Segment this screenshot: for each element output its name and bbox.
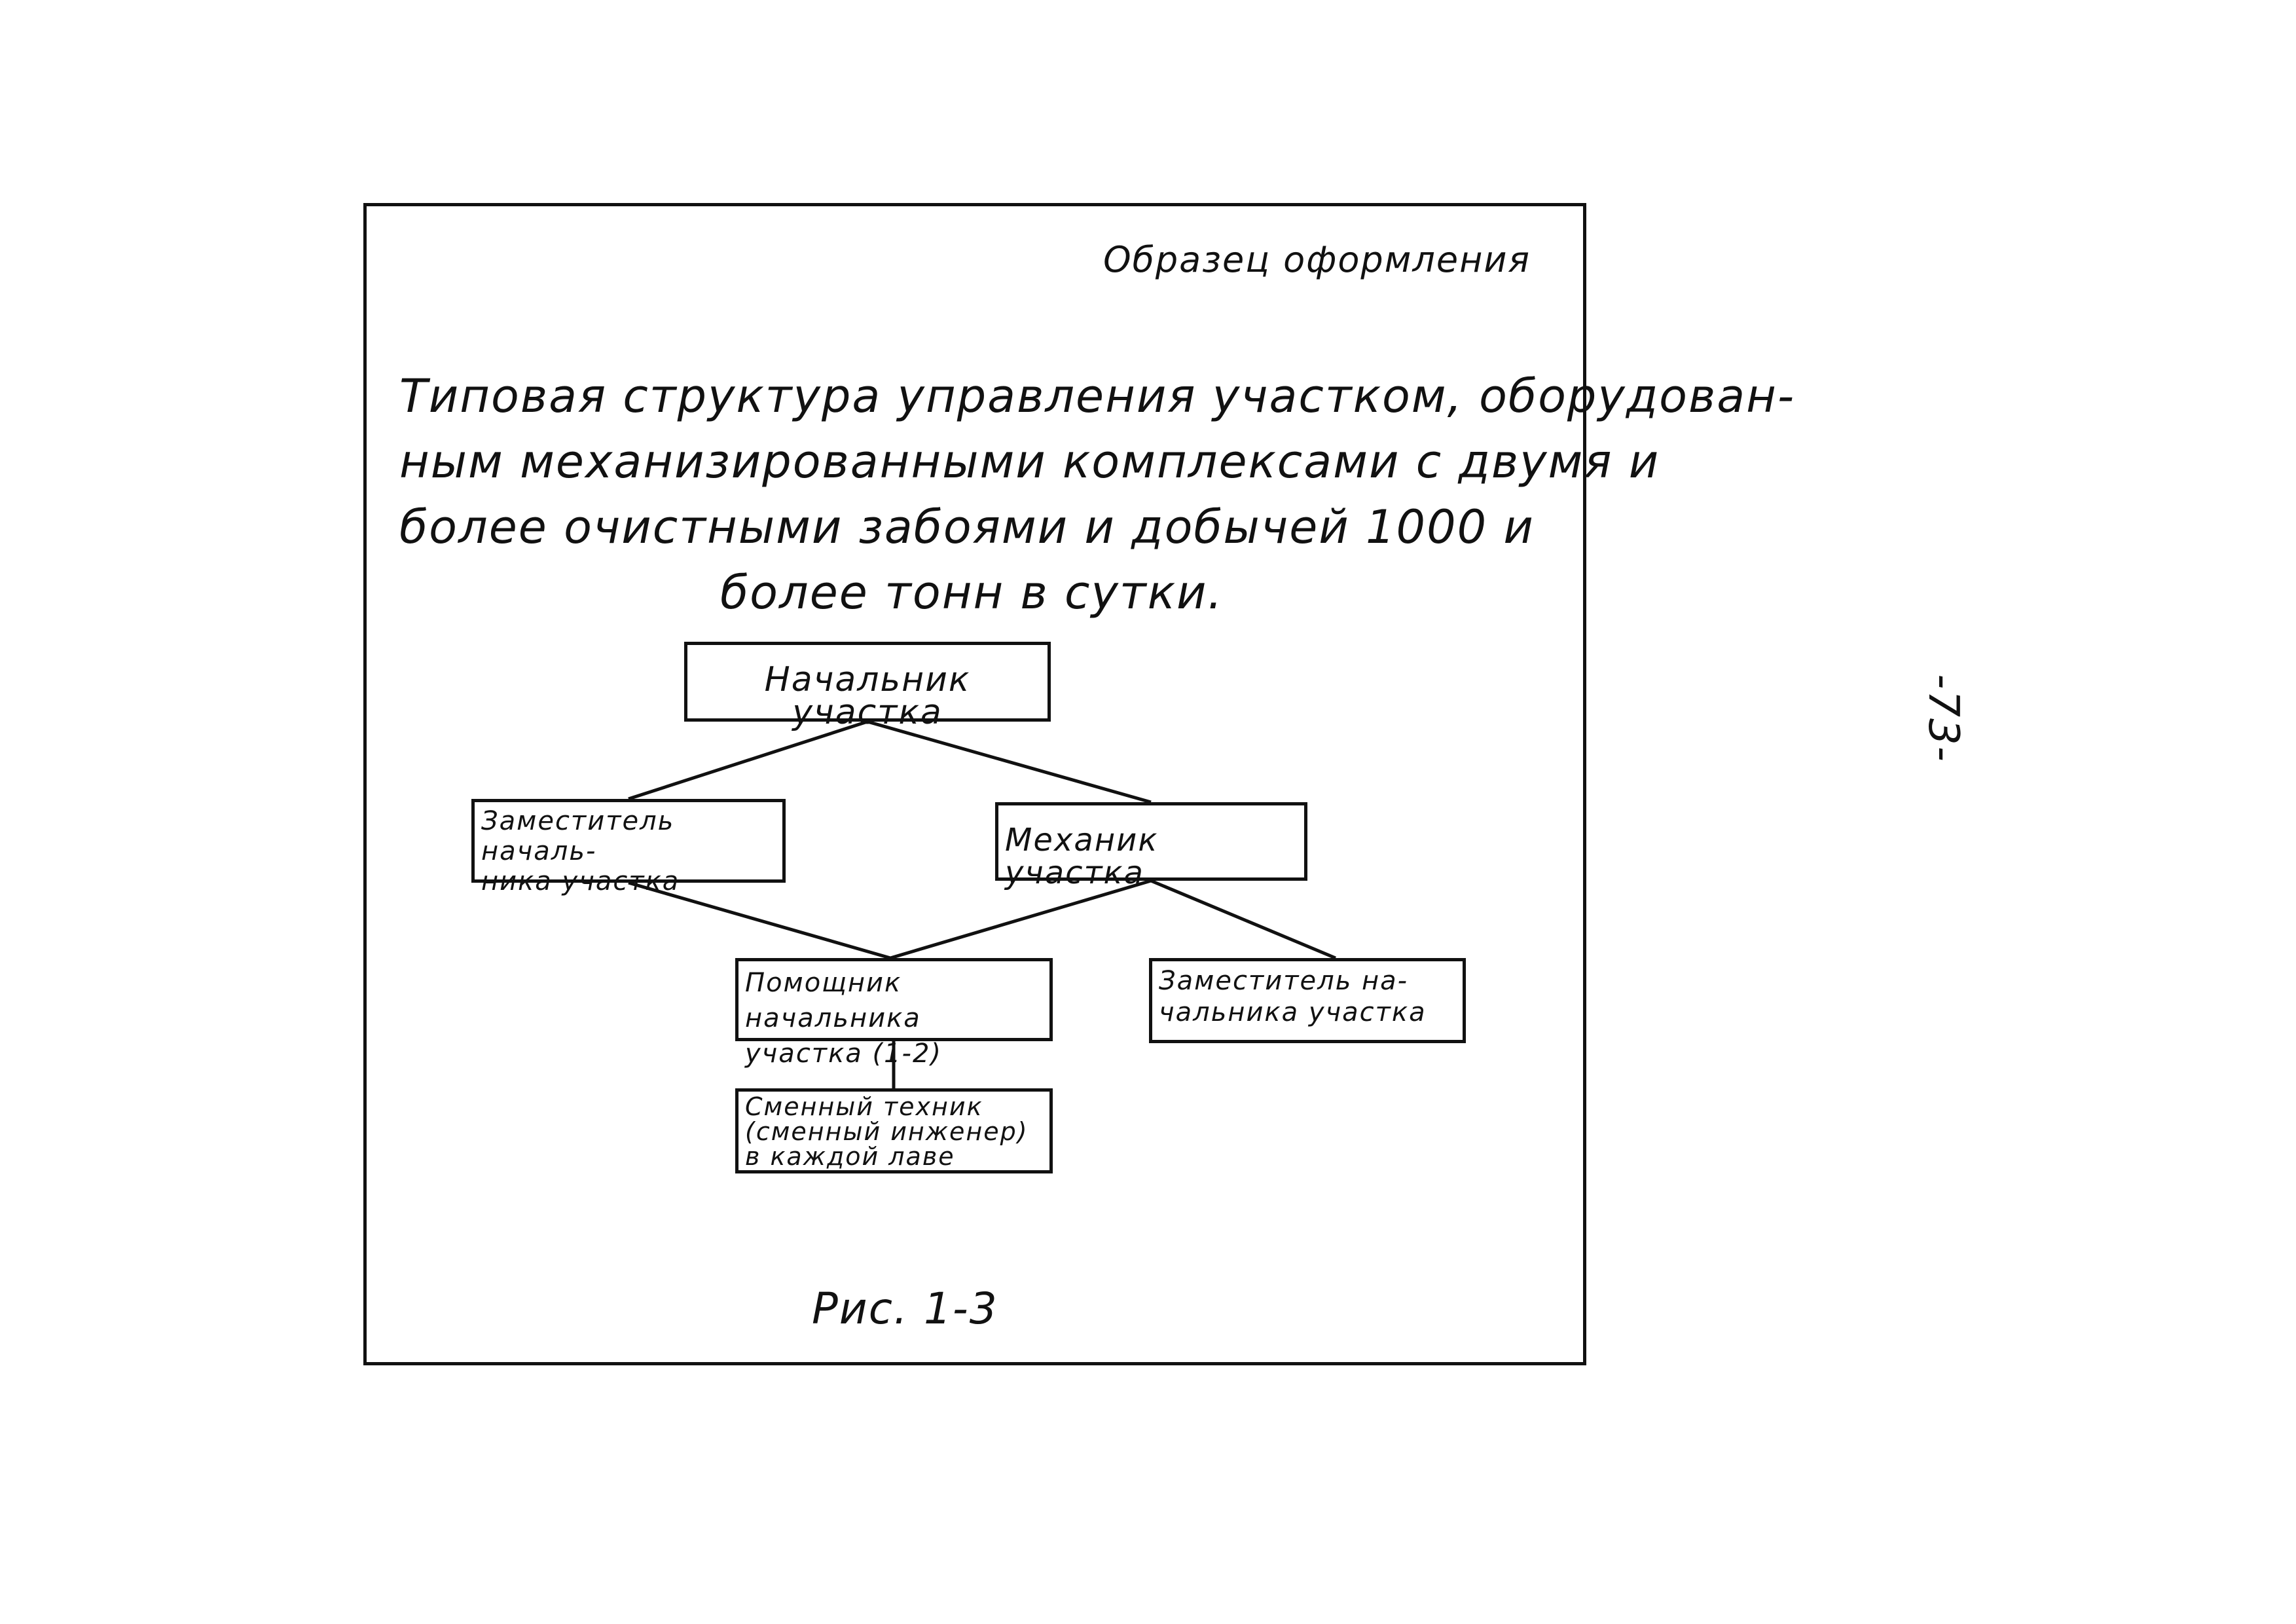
figure-frame	[363, 203, 1796, 1365]
node-section-head	[684, 642, 1051, 732]
node-section-mechanic-label: Механик участка	[1005, 822, 1159, 891]
title-line-3: более очистными забоями и добычей 1000 и	[399, 500, 1535, 554]
node-deputy-head-1	[471, 799, 786, 896]
node-deputy-head-1-label: Заместитель началь- ника участка	[481, 806, 680, 896]
page-number: -73-	[1918, 674, 1967, 763]
link-head-mechanic	[867, 722, 1151, 802]
node-section-mechanic	[995, 802, 1307, 891]
link-mechanic-deputy2	[1151, 881, 1336, 958]
node-shift-technician	[735, 1088, 1053, 1173]
node-deputy-head-2	[1149, 958, 1466, 1043]
title-line-4: более тонн в сутки.	[720, 566, 1224, 619]
link-mechanic-assistant	[890, 881, 1151, 958]
node-section-head-label: Начальник участка	[764, 660, 971, 732]
title-line-1: Типовая структура управления участком, оборудован-	[399, 369, 1796, 423]
node-deputy-head-2-label: Заместитель на- чальника участка	[1159, 966, 1427, 1027]
title-line-2: ным механизированными комплексами с двумя и	[399, 435, 1660, 489]
sample-stamp: Образец оформления	[1103, 239, 1531, 280]
node-assistant-head-label: Помощник начальника участка (1-2)	[745, 968, 943, 1069]
connector-lines	[367, 206, 1796, 1362]
node-assistant-head	[735, 958, 1053, 1069]
link-head-deputy1	[629, 722, 867, 799]
node-shift-technician-label: Сменный техник (сменный инженер) в каждой лаве	[745, 1092, 1029, 1171]
figure-caption: Рис. 1-3	[812, 1283, 998, 1334]
